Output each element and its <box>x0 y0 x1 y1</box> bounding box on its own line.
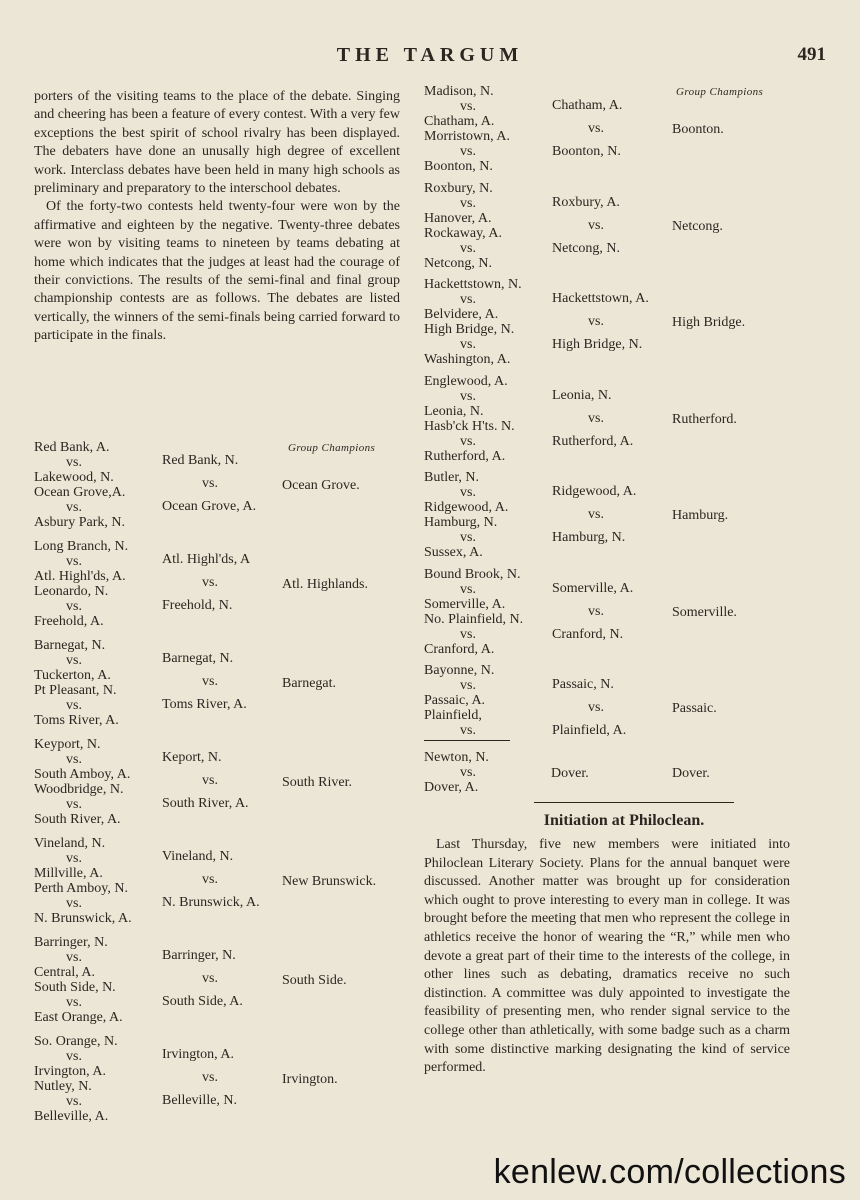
semi-winner: Boonton, N. <box>552 144 621 159</box>
team: Bayonne, N. <box>424 663 495 678</box>
team: South Amboy, A. <box>34 767 131 782</box>
semi-winner: Freehold, N. <box>162 598 233 613</box>
vs-label: vs. <box>202 476 218 491</box>
vs-label: vs. <box>66 995 82 1010</box>
vs-label: vs. <box>588 314 604 329</box>
group-champion: New Brunswick. <box>282 874 377 889</box>
semi-final <box>162 849 260 910</box>
team: N. Brunswick, A. <box>34 911 132 926</box>
result-group <box>34 440 434 540</box>
vs-label: vs. <box>460 433 476 449</box>
team: Barnegat, N. <box>34 638 106 653</box>
team: Netcong, N. <box>424 255 493 271</box>
group-champions-header-right: Group Champions <box>676 86 764 98</box>
vs-label: vs. <box>202 872 218 887</box>
group-champion: Somerville. <box>672 604 737 620</box>
vs-label: vs. <box>460 144 476 159</box>
result-group <box>34 539 434 639</box>
group-champion: Boonton. <box>672 122 724 137</box>
divider-rule <box>424 740 510 741</box>
first-round <box>424 470 508 560</box>
semi-winner: Barnegat, N. <box>162 651 234 666</box>
semi-final <box>552 388 633 449</box>
team: Irvington, A. <box>34 1064 106 1079</box>
team: Hanover, A. <box>424 210 492 226</box>
semi-final <box>552 291 649 352</box>
group-champion: Atl. Highlands. <box>282 577 368 592</box>
vs-label: vs. <box>588 217 604 233</box>
team: Tuckerton, A. <box>34 668 111 683</box>
team: Boonton, N. <box>424 159 493 174</box>
team: Hamburg, N. <box>424 515 498 530</box>
semi-winner: Toms River, A. <box>162 697 247 712</box>
semi-winner: Irvington, A. <box>162 1047 234 1062</box>
team: Plainfield, <box>424 708 482 723</box>
final-winner: Dover. <box>551 766 589 781</box>
article-title: Initiation at Philoclean. <box>543 812 705 829</box>
vs-label: vs. <box>66 1094 82 1109</box>
final-pairing <box>424 750 710 795</box>
vs-label: vs. <box>66 851 82 866</box>
vs-label: vs. <box>202 674 218 689</box>
team: Leonia, N. <box>424 403 484 419</box>
vs-label: vs. <box>588 507 604 522</box>
team: Butler, N. <box>424 470 480 485</box>
result-group <box>34 836 434 936</box>
first-round <box>424 567 523 657</box>
vs-label: vs. <box>588 121 604 136</box>
final-vs: vs. <box>460 765 476 780</box>
team: Rutherford, A. <box>424 448 506 464</box>
team: Perth Amboy, N. <box>34 881 128 896</box>
group-champion: Netcong. <box>672 218 723 234</box>
vs-label: vs. <box>66 1049 82 1064</box>
group-champion: South Side. <box>282 973 347 988</box>
team: Lakewood, N. <box>34 470 114 485</box>
vs-label: vs. <box>66 653 82 668</box>
first-round <box>424 374 515 464</box>
team: South River, A. <box>34 812 121 827</box>
semi-winner: High Bridge, N. <box>552 337 643 352</box>
semi-winner: South River, A. <box>162 796 249 811</box>
semi-winner: N. Brunswick, A. <box>162 895 260 910</box>
semi-final <box>162 750 249 811</box>
team: Vineland, N. <box>34 836 106 851</box>
team: Hackettstown, N. <box>424 277 522 292</box>
first-round <box>34 638 119 728</box>
team: Asbury Park, N. <box>34 515 125 530</box>
final-team-2: Dover, A. <box>424 780 479 795</box>
vs-label: vs. <box>66 554 82 569</box>
team: Cranford, A. <box>424 641 495 657</box>
masthead-title: THE TARGUM <box>336 44 524 66</box>
vs-label: vs. <box>460 292 476 307</box>
vs-label: vs. <box>66 752 82 767</box>
semi-winner: Hamburg, N. <box>552 530 626 545</box>
semi-winner: Ridgewood, A. <box>552 484 637 499</box>
group-champion: Barnegat. <box>282 676 337 691</box>
intro-paragraph-1: porters of the visiting teams to the place of the debate. Singing and cheering has been a feature of every contest. With a very few exceptions the best spirit of school rivalry has been displayed. The debaters have done an unusally high degree of excellent work. Interclass debates have been held in many high schools as preliminary and preparatory to the interschool debates. <box>34 89 400 197</box>
vs-label: vs. <box>202 971 218 986</box>
result-group <box>34 737 434 837</box>
team: Keyport, N. <box>34 737 101 752</box>
semi-final <box>552 581 633 642</box>
vs-label: vs. <box>66 950 82 965</box>
semi-winner: Ocean Grove, A. <box>162 499 257 514</box>
vs-label: vs. <box>202 773 218 788</box>
vs-label: vs. <box>460 195 476 211</box>
vs-label: vs. <box>66 698 82 713</box>
vs-label: vs. <box>460 723 476 738</box>
team: South Side, N. <box>34 980 116 995</box>
team: Passaic, A. <box>424 693 486 708</box>
group-champion: Irvington. <box>282 1072 338 1087</box>
vs-label: vs. <box>588 603 604 619</box>
result-group <box>34 638 434 738</box>
semi-final <box>162 453 256 514</box>
team: No. Plainfield, N. <box>424 611 524 627</box>
team: Barringer, N. <box>34 935 108 950</box>
team: Bound Brook, N. <box>424 566 521 582</box>
semi-winner: Chatham, A. <box>552 98 623 113</box>
group-champion: South River. <box>282 775 353 790</box>
team: Somerville, A. <box>424 596 506 612</box>
semi-winner: Vineland, N. <box>162 849 234 864</box>
vs-label: vs. <box>460 99 476 114</box>
group-champion: Rutherford. <box>672 411 737 427</box>
group-champion: Passaic. <box>672 701 717 716</box>
final-team-1: Newton, N. <box>424 750 489 765</box>
team: Washington, A. <box>424 352 511 367</box>
vs-label: vs. <box>460 530 476 545</box>
semi-winner: Keport, N. <box>162 750 222 765</box>
semi-winner: Leonia, N. <box>552 387 612 403</box>
intro-paragraph-2: Of the forty-two contests held twenty-four were won by the affirmative and eighteen by the negative. Twenty-three debates were won by visiting teams to nineteen by teams debating at home which indicates that the judges at least had the courage of their convictions. The results of the semi-final and final group championship contests are as follows. The debates are listed vertically, the winners of the semi-finals being carried forward to participate in the finals. <box>34 199 400 344</box>
team: Morristown, A. <box>424 129 510 144</box>
first-round <box>34 539 128 629</box>
vs-label: vs. <box>66 797 82 812</box>
semi-final <box>552 677 626 738</box>
team: Woodbridge, N. <box>34 782 124 797</box>
result-group <box>34 935 434 1035</box>
semi-winner: Netcong, N. <box>552 240 621 256</box>
team: High Bridge, N. <box>424 322 515 337</box>
team: Chatham, A. <box>424 114 495 129</box>
team: Belleville, A. <box>34 1109 109 1124</box>
team: So. Orange, N. <box>34 1034 118 1049</box>
vs-label: vs. <box>66 455 82 470</box>
semi-winner: South Side, A. <box>162 994 243 1009</box>
team: Millville, A. <box>34 866 103 881</box>
first-round <box>424 84 510 174</box>
semi-final <box>552 484 636 545</box>
semi-winner: Rutherford, A. <box>552 433 634 449</box>
semi-final <box>162 948 243 1009</box>
team: Ridgewood, A. <box>424 500 509 515</box>
group-champion: Ocean Grove. <box>282 478 360 493</box>
team: Roxbury, N. <box>424 180 493 196</box>
team: Red Bank, A. <box>34 440 110 455</box>
first-round <box>424 277 522 367</box>
team: Leonardo, N. <box>34 584 109 599</box>
result-group <box>34 1034 434 1134</box>
team: Sussex, A. <box>424 545 483 560</box>
first-round <box>34 935 123 1025</box>
team: Long Branch, N. <box>34 539 129 554</box>
semi-winner: Hackettstown, A. <box>552 291 649 306</box>
semi-winner: Cranford, N. <box>552 626 624 642</box>
vs-label: vs. <box>460 388 476 404</box>
page-number: 491 <box>797 44 826 65</box>
semi-winner: Red Bank, N. <box>162 453 239 468</box>
final-champion: Dover. <box>672 766 710 781</box>
semi-winner: Atl. Highl'ds, A <box>162 552 251 567</box>
watermark: kenlew.com/collections <box>493 1153 846 1191</box>
team: Pt Pleasant, N. <box>34 683 117 698</box>
semi-winner: Barringer, N. <box>162 948 236 963</box>
semi-winner: Somerville, A. <box>552 580 634 596</box>
semi-winner: Plainfield, A. <box>552 723 627 738</box>
article-rule <box>534 802 734 803</box>
first-round <box>34 440 125 530</box>
first-round <box>34 836 132 926</box>
vs-label: vs. <box>588 700 604 715</box>
group-champion: Hamburg. <box>672 508 729 523</box>
semi-winner: Roxbury, A. <box>552 194 620 210</box>
first-round <box>424 181 502 271</box>
vs-label: vs. <box>66 500 82 515</box>
team: Central, A. <box>34 965 96 980</box>
vs-label: vs. <box>588 410 604 426</box>
team: Englewood, A. <box>424 373 508 389</box>
vs-label: vs. <box>202 575 218 590</box>
semi-final <box>162 651 247 712</box>
team: Nutley, N. <box>34 1079 92 1094</box>
vs-label: vs. <box>66 896 82 911</box>
semi-final <box>552 195 620 256</box>
article-body: Last Thursday, five new members were initiated into Philoclean Literary Society. Plans for the annual banquet were discussed. Another matter was brought up for consideration which ought to prove interesting to every man in college. It was brought before the meeting that men who represent the college in athletics receive the honor of wearing the “R,” while men who devote a great part of their time to the interests of the college, in other lines such as debating, dramatics receive no such distinction. A committee was duly appointed to investigate the feasibility of presenting men, who render signal service to the college other than athletically, with some badge such as a charm with some distinctive marking designating the kind of service performed. <box>424 837 790 1076</box>
vs-label: vs. <box>460 626 476 642</box>
first-round <box>34 737 130 827</box>
group-champion: High Bridge. <box>672 315 746 330</box>
vs-label: vs. <box>460 678 476 693</box>
vs-label: vs. <box>460 240 476 256</box>
vs-label: vs. <box>66 599 82 614</box>
semi-final <box>162 1047 237 1108</box>
semi-winner: Passaic, N. <box>552 677 614 692</box>
first-round <box>424 663 494 738</box>
team: Freehold, A. <box>34 614 104 629</box>
semi-final <box>162 552 250 613</box>
first-round <box>34 1034 118 1124</box>
team: East Orange, A. <box>34 1010 123 1025</box>
vs-label: vs. <box>460 581 476 597</box>
team: Toms River, A. <box>34 713 119 728</box>
team: Ocean Grove,A. <box>34 485 126 500</box>
vs-label: vs. <box>202 1070 218 1085</box>
vs-label: vs. <box>460 337 476 352</box>
intro-text <box>34 88 400 346</box>
semi-final <box>552 98 622 159</box>
team: Hasb'ck H'ts. N. <box>424 418 515 434</box>
team: Rockaway, A. <box>424 225 503 241</box>
team: Madison, N. <box>424 84 494 99</box>
vs-label: vs. <box>460 485 476 500</box>
team: Belvidere, A. <box>424 307 499 322</box>
semi-winner: Belleville, N. <box>162 1093 238 1108</box>
team: Atl. Highl'ds, A. <box>34 569 126 584</box>
group-champions-header: Group Champions <box>288 442 376 454</box>
